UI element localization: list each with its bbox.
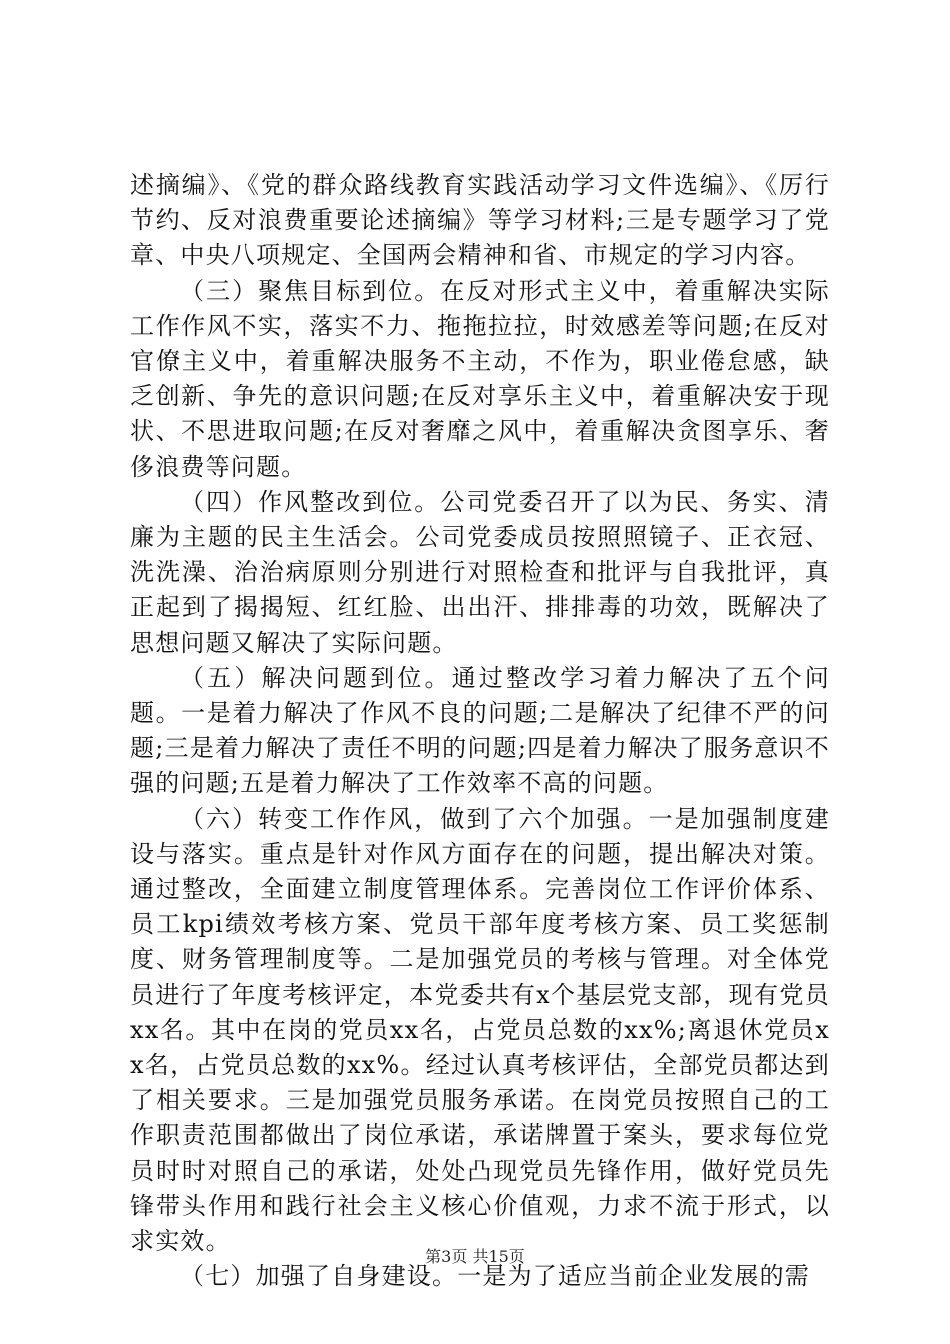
paragraph-section-7: （七）加强了自身建设。一是为了适应当前企业发展的需 — [180, 1262, 810, 1291]
paragraph-continuation: 述摘编》、《党的群众路线教育实践活动学习文件选编》、《厉行节约、反对浪费重要论述摘编》等学习材料;三是专题学习了党章、中央八项规定、全国两会精神和省、市规定的学习内容。 — [130, 171, 830, 270]
paragraph-section-3: （三）聚焦目标到位。在反对形式主义中，着重解决实际工作作风不实，落实不力、拖拖拉拉，时效感差等问题;在反对官僚主义中，着重解决服务不主动，不作为，职业倦怠感，缺乏创新、争先的意识问题;在反对享乐主义中，着重解决安于现状、不思进取问题;在反对奢靡之风中，着重解决贪图享乐、奢侈浪费等问题。 — [130, 276, 830, 481]
paragraph-section-4: （四）作风整改到位。公司党委召开了以为民、务实、清廉为主题的民主生活会。公司党委成员按照照镜子、正衣冠、洗洗澡、治治病原则分别进行对照检查和批评与自我批评，真正起到了揭揭短、红红脸、出出汗、排排毒的功效，既解决了思想问题又解决了实际问题。 — [130, 487, 830, 657]
paragraph-section-5: （五）解决问题到位。通过整改学习着力解决了五个问题。一是着力解决了作风不良的问题;二是解决了纪律不严的问题;三是着力解决了责任不明的问题;四是着力解决了服务意识不强的问题;五是着力解决了工作效率不高的问题。 — [130, 663, 830, 798]
paragraph-section-6: （六）转变工作作风，做到了六个加强。一是加强制度建设与落实。重点是针对作风方面存在的问题，提出解决对策。通过整改，全面建立制度管理体系。完善岗位工作评价体系、员工kpi绩效考核方案、党员干部年度考核方案、员工奖惩制度、财务管理制度等。二是加强党员的考核与管理。对全体党员进行了年度考核评定，本党委共有x个基层党支部，现有党员xx名。其中在岗的党员xx名，占党员总数的xx%;离退休党员xx名，占党员总数的xx%。经过认真考核评估，全部党员都达到了相关要求。三是加强党员服务承诺。在岗党员按照自己的工作职责范围都做出了岗位承诺，承诺牌置于案头，要求每位党员时时对照自己的承诺，处处凸现党员先锋作用，做好党员先锋带头作用和践行社会主义核心价值观，力求不流于形式，以求实效。 — [130, 804, 830, 1256]
document-body — [130, 168, 830, 1295]
page-footer — [0, 1247, 950, 1267]
page-number-label: 第3页 共15页 — [425, 1247, 525, 1266]
